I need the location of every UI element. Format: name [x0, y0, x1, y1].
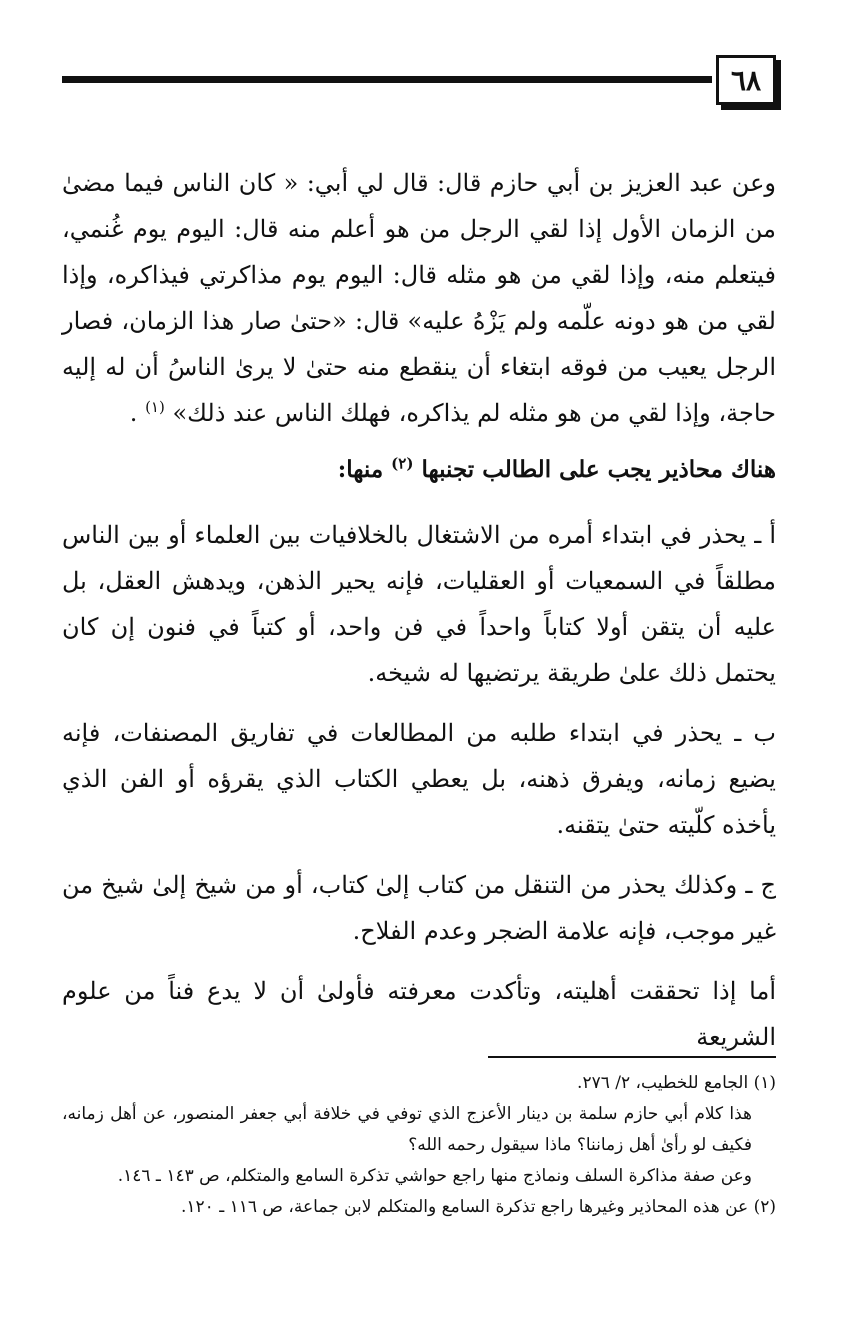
item-b: ب ـ يحذر في ابتداء طلبه من المطالعات في تفاريق المصنفات، فإنه يضيع زمانه، ويفرق ذهنه، بل يعطي الكتاب الذي يقرؤه أو الفن الذي يأخذه كلّيته حتىٰ يتقنه. — [62, 719, 776, 839]
item-c: ج ـ وكذلك يحذر من التنقل من كتاب إلىٰ كتاب، أو من شيخ إلىٰ شيخ من غير موجب، فإنه علامة الضجر وعدم الفلاح. — [62, 871, 776, 945]
section-heading — [62, 450, 776, 490]
section-heading-text: هناك محاذير يجب على الطالب تجنبها — [421, 456, 776, 483]
section-heading-end: منها: — [337, 456, 384, 483]
item-a: أ ـ يحذر في ابتداء أمره من الاشتغال بالخلافيات بين العلماء أو بين الناس مطلقاً في السمعيات أو العقليات، فإنه يحير الذهن، ويدهش العقل، بل عليه أن يتقن أولا كتاباً واحداً في فن واحد، أو كتباً في فنون إن كان يحتمل ذلك علىٰ طريقة يرتضيها له شيخه. — [62, 521, 776, 687]
page-number-text: ٦٨ — [730, 63, 762, 97]
header-rule — [62, 76, 712, 83]
main-text — [62, 160, 776, 1060]
footnote-1-note: هذا كلام أبي حازم سلمة بن دينار الأعزج الذي توفي في خلافة أبي جعفر المنصور، عن أهل زمانه، فكيف لو رأىٰ أهل زماننا؟ ماذا سيقول رحمه الله؟ — [62, 1104, 752, 1155]
closing-paragraph: أما إذا تحققت أهليته، وتأكدت معرفته فأولىٰ أن لا يدع فناً من علوم الشريعة — [62, 977, 776, 1051]
footnote-1-extra: وعن صفة مذاكرة السلف ونماذج منها راجع حواشي تذكرة السامع والمتكلم، ص ١٤٣ ـ ١٤٦. — [117, 1166, 752, 1186]
footnote-divider — [488, 1056, 776, 1058]
footnote-1: (١) الجامع للخطيب، ٢/ ٢٧٦. — [577, 1073, 776, 1093]
paragraph-quote — [62, 160, 776, 436]
paragraph-quote-end: . — [129, 399, 138, 427]
footnotes — [62, 1068, 776, 1223]
footnote-ref-2: (٢) — [391, 454, 414, 473]
paragraph-quote-text: وعن عبد العزيز بن أبي حازم قال: قال لي أبي: « كان الناس فيما مضىٰ من الزمان الأول إذا لقي الرجل من هو أعلم منه قال: اليوم يوم غُنمي، فيتعلم منه، وإذا لقي من هو مثله قال: اليوم يوم مذاكرتي فيذاكره، وإذا لقي من هو دونه علّمه ولم يَزْهُ عليه» قال: «حتىٰ صار هذا الزمان، فصار الرجل يعيب من فوقه ابتغاء أن ينقطع منه حتىٰ لا يرىٰ الناسُ أن له إليه حاجة، وإذا لقي من هو مثله لم يذاكره، فهلك الناس عند ذلك» — [62, 169, 776, 427]
page-number — [716, 55, 776, 105]
footnote-2: (٢) عن هذه المحاذير وغيرها راجع تذكرة السامع والمتكلم لابن جماعة، ص ١١٦ ـ ١٢٠. — [181, 1197, 776, 1217]
footnote-ref-1: (١) — [145, 398, 165, 416]
